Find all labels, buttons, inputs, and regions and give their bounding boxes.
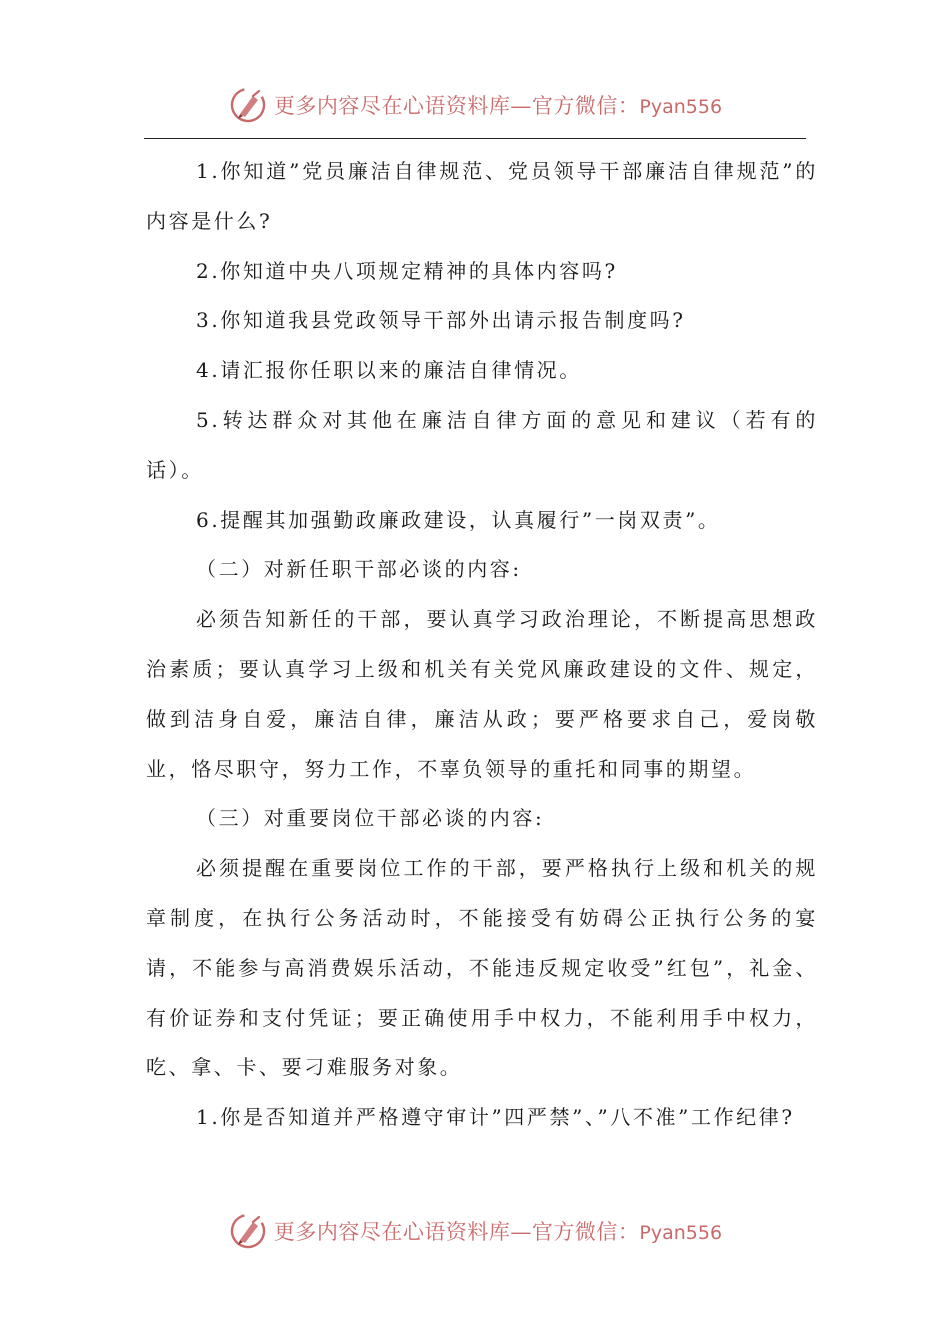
section-heading-new-cadres: （二）对新任职干部必谈的内容:: [196, 557, 522, 582]
footer-banner: [0, 1208, 950, 1254]
header-wechat-id: Pyan556: [639, 96, 723, 118]
paragraph-key-positions: 必须提醒在重要岗位工作的干部，要严格执行上级和机关的规章制度，在执行公务活动时，不能接受有妨碍公正执行公务的宴请，不能参与高消费娱乐活动，不能违反规定收受”红包”，礼金、有价证券和支付凭证；要正确使用手中权力，不能利用手中权力，吃、拿、卡、要刁难服务对象。: [146, 856, 818, 1080]
paragraph-audit-q1: 1.你是否知道并严格遵守审计”四严禁”、”八不准”工作纪律?: [196, 1105, 795, 1130]
footer-banner-label: 更多内容尽在心语资料库—官方微信：: [273, 1220, 640, 1244]
paragraph-new-cadres: 必须告知新任的干部，要认真学习政治理论，不断提高思想政治素质；要认真学习上级和机关有关党风廉政建设的文件、规定，做到洁身自爱，廉洁自律，廉洁从政；要严格要求自己，爱岗敬业，恪尽职守，努力工作，不辜负领导的重托和同事的期望。: [146, 607, 818, 781]
header-banner-label: 更多内容尽在心语资料库—官方微信：: [273, 94, 640, 118]
paragraph-q3: 3.你知道我县党政领导干部外出请示报告制度吗?: [196, 308, 686, 333]
paragraph-q5: 5.转达群众对其他在廉洁自律方面的意见和建议（若有的话）。: [146, 407, 818, 482]
paragraph-q2: 2.你知道中央八项规定精神的具体内容吗?: [196, 258, 618, 283]
document-body: [146, 147, 818, 1143]
header-banner-text: [274, 90, 722, 120]
paragraph-q6: 6.提醒其加强勤政廉政建设，认真履行”一岗双责”。: [196, 507, 721, 532]
footer-banner-text: [274, 1216, 722, 1246]
pen-nib-logo-icon: [228, 85, 268, 125]
pen-nib-logo-icon: [228, 1211, 268, 1251]
paragraph-q1: 1.你知道”党员廉洁自律规范、党员领导干部廉洁自律规范”的内容是什么?: [146, 159, 818, 233]
header-divider: [144, 138, 806, 139]
section-heading-key-positions: （三）对重要岗位干部必谈的内容:: [196, 806, 545, 831]
footer-wechat-id: Pyan556: [639, 1222, 723, 1244]
header-banner: [0, 82, 950, 128]
paragraph-q4: 4.请汇报你任职以来的廉洁自律情况。: [196, 358, 582, 383]
